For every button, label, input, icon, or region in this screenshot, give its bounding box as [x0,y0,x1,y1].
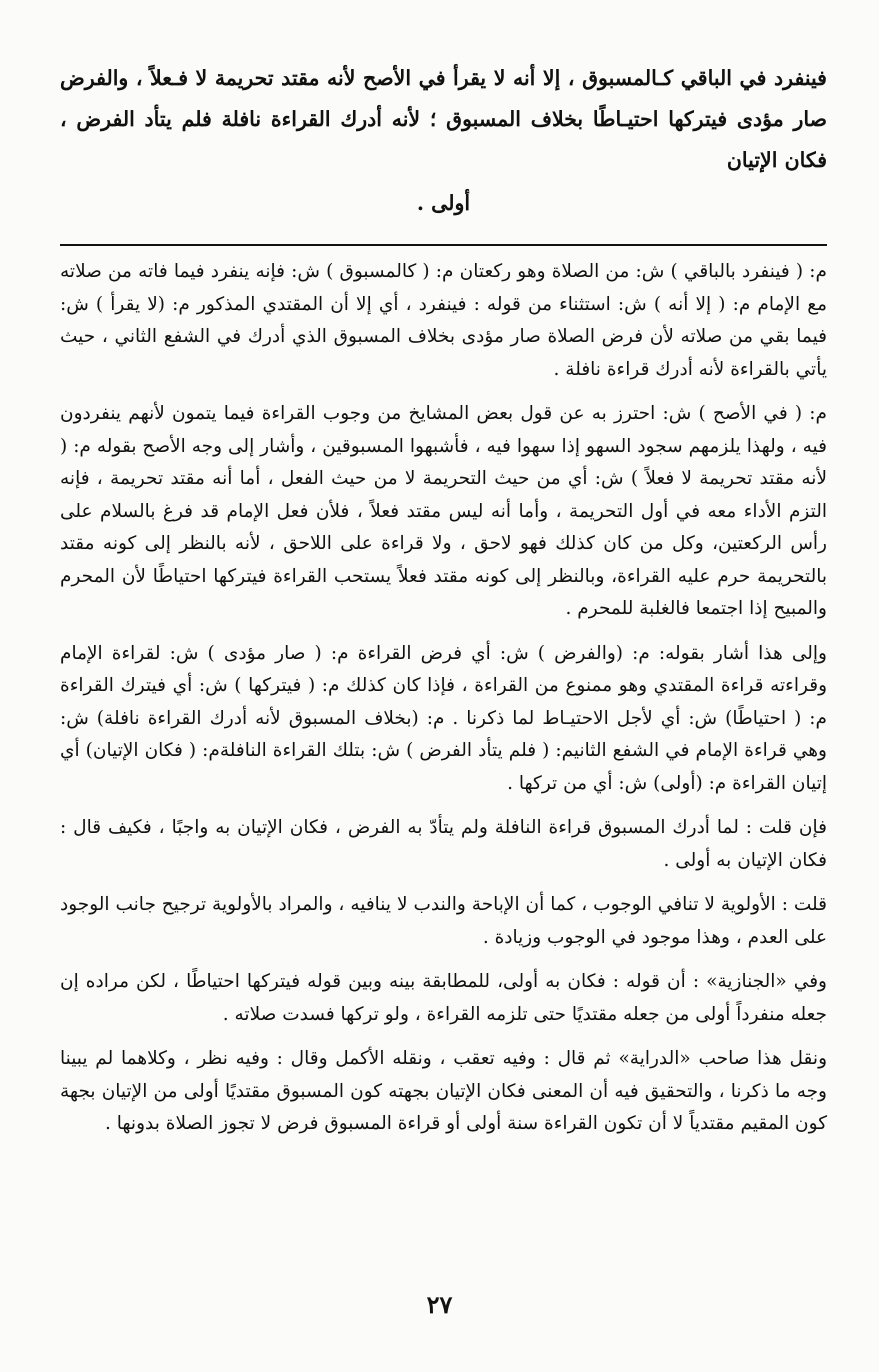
main-text-last-line: أولى . [416,191,471,215]
commentary-paragraph: م: ( فينفرد بالباقي ) ش: من الصلاة وهو ركعتان م: ( كالمسبوق ) ش: فإنه ينفرد فيما فاته من صلاته مع الإمام م: ( إلا أنه ) ش: استثناء من قوله : فينفرد ، أي إلا أن المقتدي المذكور م: (لا يقرأ ) ش: فيما بقي من صلاته لأن فرض الصلاة صار مؤدى بخلاف المسبوق الذي أدرك في الشفع الثاني ، حيث يأتي بالقراءة لأنه أدرك قراءة نافلة . [60,261,827,380]
main-text-body: فينفرد في الباقي كـالمسبوق ، إلا أنه لا يقرأ في الأصح لأنه مقتد تحريمة لا فـعلاً ، والفرض صار مؤدى فيتركها احتيـاطًا بخلاف المسبوق ؛ لأنه أدرك القراءة نافلة فلم يتأد الفرض ، فكان الإتيان [60,66,827,172]
commentary-paragraph: ونقل هذا صاحب «الدراية» ثم قال : وفيه تعقب ، ونقله الأكمل وقال : وفيه نظر ، وكلاهما لم يبينا وجه ما ذكرنا ، والتحقيق فيه أن المعنى فكان الإتيان بجهته كون المسبوق مقتديًا أولى من الإتيان بجهة كون المقيم مقتدياً لا أن تكون القراءة سنة أولى أو قراءة المسبوق فرض لا تجوز الصلاة بدونها . [60,1048,827,1134]
commentary [60,256,827,1141]
commentary-paragraph: وفي «الجنازية» : أن قوله : فكان به أولى، للمطابقة بينه وبين قوله فيتركها احتياطًا ، لكن مراده إن جعله منفرداً أولى من جعله مقتديًا حتى تلزمه القراءة ، ولو تركها فسدت صلاته . [60,971,827,1025]
separator-rule [60,244,827,246]
main-text [60,58,827,224]
page-number: ٢٧ [426,1290,453,1319]
commentary-paragraph: فإن قلت : لما أدرك المسبوق قراءة النافلة ولم يتأدّ به الفرض ، فكان الإتيان به واجبًا ، فكيف قال : فكان الإتيان به أولى . [60,817,827,871]
commentary-paragraph: م: ( في الأصح ) ش: احترز به عن قول بعض المشايخ من وجوب القراءة فيما يتمون لأنهم ينفردون فيه ، ولهذا يلزمهم سجود السهو إذا سهوا فيه ، فأشبهوا المسبوقين ، وأشار إلى وجه الأصح بقوله م: ( لأنه مقتد تحريمة لا فعلاً ) ش: أي من حيث التحريمة لا من حيث الفعل ، أما أنه مقتد تحريمة ، فإنه التزم الأداء معه في أول التحريمة ، وأما أنه ليس مقتد فعلاً ، فلأن فعل الإمام قد فرغ بالسلام على رأس الركعتين، وكل من كان كذلك فهو لاحق ، ولا قراءة على اللاحق ، لأنه بالنظر إلى كونه مقتد بالتحريمة حرم عليه القراءة، وبالنظر إلى كونه مقتد فعلاً يستحب القراءة فيتركها احتياطًا لأن المحرم والمبيح إذا اجتمعا فالغلبة للمحرم . [60,403,827,619]
commentary-paragraph: وإلى هذا أشار بقوله: م: (والفرض ) ش: أي فرض القراءة م: ( صار مؤدى ) ش: لقراءة الإمام وقراءته قراءة المقتدي وهو ممنوع من القراءة ، فإذا كان كذلك م: ( فيتركها ) ش: أي فيترك القراءة م: ( احتياطًا) ش: أي لأجل الاحتيـاط لما ذكرنا . م: (بخلاف المسبوق لأنه أدرك القراءة نافلة) ش: وهي قراءة الإمام في الشفع الثانيم: ( فلم يتأد الفرض ) ش: بتلك القراءة النافلةم: ( فكان الإتيان) أي إتيان القراءة م: (أولى) ش: أي من تركها . [60,642,827,794]
commentary-paragraph: قلت : الأولوية لا تنافي الوجوب ، كما أن الإباحة والندب لا ينافيه ، والمراد بالأولوية ترجيح جانب الوجود على العدم ، وهذا موجود في الوجوب وزيادة . [60,894,827,948]
